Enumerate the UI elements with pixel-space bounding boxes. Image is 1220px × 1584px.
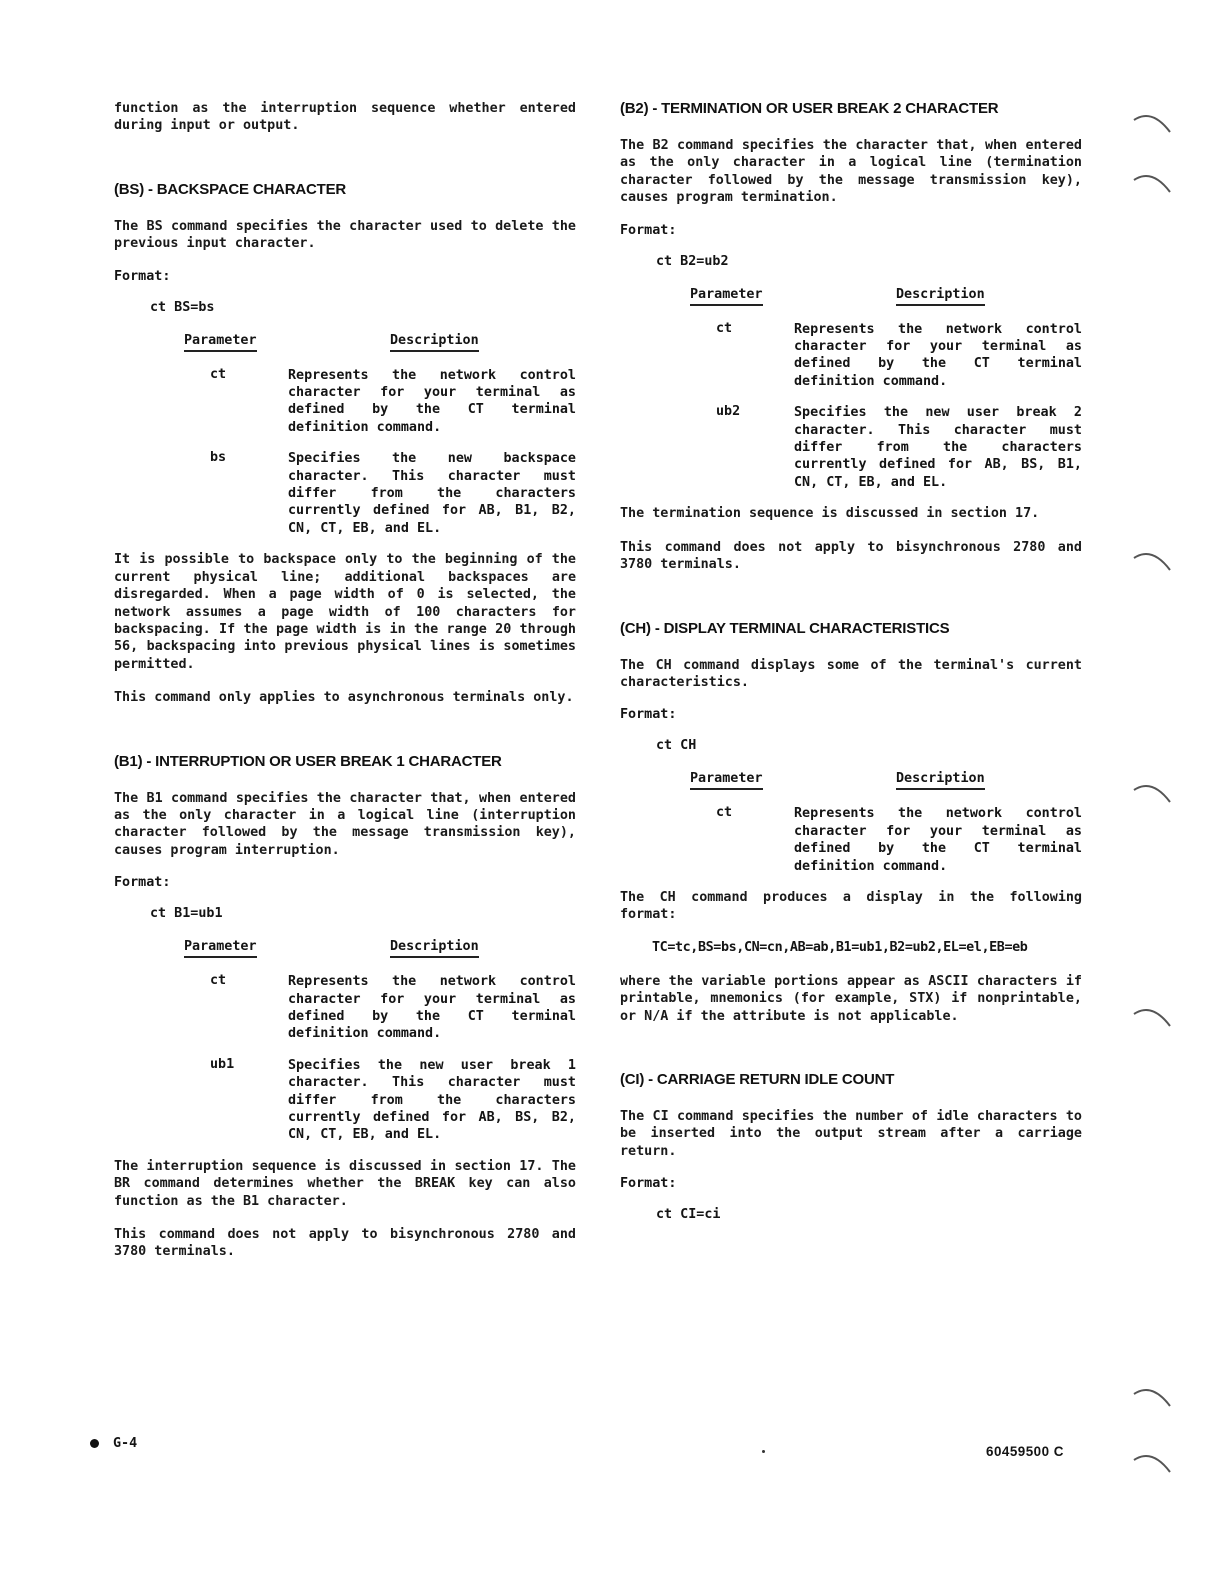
section-b1 (114, 753, 576, 1261)
parameter-description: Represents the network control character for your terminal as defined by the CT terminal definition command. (288, 367, 576, 435)
section-bs (114, 181, 576, 707)
section-description: The B1 command specifies the character that, when entered as the only character in a logical line (interruption character followed by the message transmission key), causes program interruption. (114, 790, 576, 858)
parameter-name: ub2 (716, 404, 741, 420)
parameter-description: Specifies the new backspace character. This character must differ from the characters currently defined for AB, B1, B2, CN, CT, EB, and EL. (288, 451, 576, 536)
intro-paragraph: function as the interruption sequence whether entered during input or output. (114, 101, 576, 134)
parameter-name: ct (210, 973, 227, 989)
format-label: Format: (114, 875, 171, 891)
note-paragraph: The CH command produces a display in the following format: (620, 889, 1082, 923)
section-ch (620, 620, 1082, 1025)
format-label: Format: (114, 268, 171, 284)
binder-hole-icon (1128, 544, 1174, 584)
description-header: Description (896, 287, 985, 306)
parameter-name: ct (210, 366, 227, 382)
parameter-row (114, 367, 576, 437)
format-syntax: ct B2=ub2 (656, 253, 729, 269)
parameter-table (620, 771, 1082, 875)
section-heading: (B1) - INTERRUPTION OR USER BREAK 1 CHARACTER (114, 752, 502, 770)
description-header: Description (390, 939, 479, 958)
left-column (114, 100, 576, 1277)
parameter-row (114, 973, 576, 1043)
document-number: 60459500 C (986, 1444, 1064, 1459)
binder-hole-icon (1128, 106, 1174, 146)
parameter-description: Specifies the new user break 2 character. This character must differ from the characters currently defined for AB, BS, B1, CN, CT, EB, and EL. (794, 405, 1082, 490)
parameter-row (114, 450, 576, 537)
note-paragraph: The interruption sequence is discussed in section 17. The BR command determines whether the BREAK key can also function as the B1 character. (114, 1158, 576, 1209)
parameter-name: ct (716, 805, 733, 821)
section-heading: (B2) - TERMINATION OR USER BREAK 2 CHARACTER (620, 100, 999, 117)
page-number-label: G-4 (113, 1436, 138, 1451)
parameter-header: Parameter (184, 939, 257, 958)
section-description: The B2 command specifies the character that, when entered as the only character in a logical line (termination character followed by the message transmission key), causes program termination. (620, 138, 1082, 206)
note-paragraph: It is possible to backspace only to the beginning of the current physical line; additional backspaces are disregarded. When a page width of 0 is selected, the network assumes a page width of 100 characters for backspacing. If the page width is in the range 20 through 56, backspacing into previous physical lines is sometimes permitted. (114, 552, 576, 672)
parameter-row (114, 1057, 576, 1144)
parameter-table (114, 939, 576, 1144)
format-syntax: ct BS=bs (150, 299, 215, 315)
parameter-table (114, 333, 576, 538)
stray-dot (762, 1450, 765, 1453)
note-paragraph: The termination sequence is discussed in section 17. (620, 506, 1040, 522)
note-paragraph: This command only applies to asynchronous terminals only. (114, 690, 574, 706)
display-format-example: TC=tc,BS=bs,CN=cn,AB=ab,B1=ub1,B2=ub2,EL=el,EB=eb (652, 939, 1028, 955)
format-syntax: ct CI=ci (656, 1207, 721, 1223)
section-b2 (620, 100, 1082, 574)
parameter-header: Parameter (184, 333, 257, 352)
parameter-name: bs (210, 450, 227, 466)
section-heading: (BS) - BACKSPACE CHARACTER (114, 180, 347, 198)
parameter-description: Represents the network control character for your terminal as defined by the CT terminal definition command. (288, 974, 576, 1042)
binder-hole-icon (1128, 776, 1174, 816)
right-column (620, 100, 1082, 1240)
parameter-description: Represents the network control character for your terminal as defined by the CT terminal definition command. (794, 806, 1082, 874)
parameter-header: Parameter (690, 771, 763, 790)
parameter-row (620, 404, 1082, 491)
description-header: Description (390, 333, 479, 352)
parameter-header: Parameter (690, 287, 763, 306)
section-description: The CH command displays some of the terminal's current characteristics. (620, 657, 1082, 690)
section-description: The BS command specifies the character used to delete the previous input character. (114, 218, 576, 252)
parameter-table (620, 287, 1082, 492)
format-syntax: ct CH (656, 738, 697, 754)
bullet-icon (90, 1439, 99, 1448)
format-label: Format: (620, 1176, 677, 1192)
note-paragraph: This command does not apply to bisynchronous 2780 and 3780 terminals. (114, 1227, 576, 1260)
parameter-row (620, 321, 1082, 391)
section-heading: (CI) - CARRIAGE RETURN IDLE COUNT (620, 1070, 895, 1088)
format-label: Format: (620, 222, 677, 238)
description-header: Description (896, 771, 985, 790)
format-label: Format: (620, 707, 677, 723)
section-heading: (CH) - DISPLAY TERMINAL CHARACTERISTICS (620, 619, 950, 637)
binder-hole-icon (1128, 166, 1174, 206)
parameter-description: Represents the network control character for your terminal as defined by the CT terminal definition command. (794, 321, 1082, 389)
parameter-description: Specifies the new user break 1 character. This character must differ from the characters currently defined for AB, BS, B2, CN, CT, EB, and EL. (288, 1057, 576, 1143)
format-syntax: ct B1=ub1 (150, 906, 223, 922)
parameter-name: ub1 (210, 1056, 235, 1072)
note-paragraph: where the variable portions appear as ASCII characters if printable, mnemonics (for example, STX) if nonprintable, or N/A if the attribute is not applicable. (620, 973, 1082, 1024)
parameter-name: ct (716, 320, 733, 336)
binder-hole-icon (1128, 1000, 1174, 1040)
parameter-row (620, 805, 1082, 875)
binder-hole-icon (1128, 1446, 1174, 1486)
section-description: The CI command specifies the number of idle characters to be inserted into the output stream after a carriage return. (620, 1108, 1082, 1159)
binder-hole-icon (1128, 1380, 1174, 1420)
section-ci (620, 1071, 1082, 1222)
page-number (90, 1436, 137, 1451)
note-paragraph: This command does not apply to bisynchronous 2780 and 3780 terminals. (620, 539, 1082, 573)
